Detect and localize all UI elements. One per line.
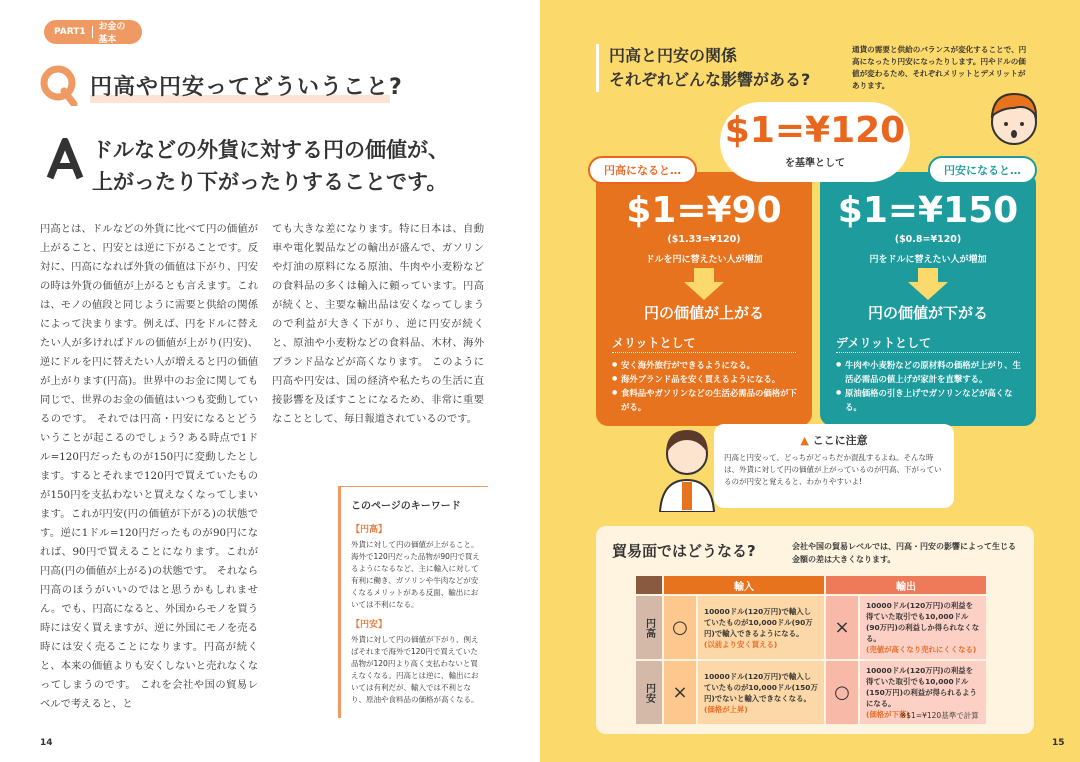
tab-separator bbox=[92, 26, 93, 38]
yen-high-demand: ドルを円に替えたい人が増加 bbox=[645, 255, 763, 265]
import-header: 輸入 bbox=[663, 575, 825, 595]
import-text: 10000ドル(120万円)で輸入していたものが10,000ドル(150万円)でないと輸入できなくなる。 bbox=[704, 671, 818, 703]
yen-high-pill: 円高になると… bbox=[588, 156, 697, 184]
yen-low-panel bbox=[820, 172, 1036, 426]
question-title: 円高や円安ってどういうこと? bbox=[90, 75, 403, 100]
export-tag: (価格が下落) bbox=[866, 710, 910, 719]
merit-list bbox=[612, 358, 802, 414]
yen-low-demand: 円をドルに替えたい人が増加 bbox=[869, 255, 987, 265]
demerit-item: ● 牛肉や小麦粉などの原材料の価格が上がり、生活必需品の値上げが家計を直撃する。 bbox=[836, 358, 1026, 386]
import-tag: (価格が上昇) bbox=[704, 704, 748, 714]
caution-title-text: ここに注意 bbox=[812, 434, 868, 447]
right-title bbox=[596, 44, 810, 92]
yen-low-value: 円の価値が下がる bbox=[867, 304, 988, 322]
down-arrow-icon bbox=[684, 268, 724, 300]
export-mark: × bbox=[825, 595, 859, 660]
yen-high-rate: $1=¥90 bbox=[626, 190, 782, 231]
import-cell bbox=[697, 595, 825, 660]
caution-title bbox=[724, 432, 944, 448]
trade-note: 会社や国の貿易レベルでは、円高・円安の影響によって生じる金額の差は大きくなります。 bbox=[792, 542, 1016, 564]
down-arrow-icon bbox=[908, 268, 948, 300]
answer-line-2: 上がったり下がったりすることです。 bbox=[92, 166, 449, 198]
export-cell bbox=[859, 595, 987, 660]
import-cell bbox=[697, 660, 825, 725]
demerit-list bbox=[836, 358, 1026, 414]
keyword-box bbox=[338, 486, 488, 718]
keyword-yen-low-text: 外貨に対して円の価値が下がり、例えばそれまで海外で120円で買えていた品物が120円より高く支払わないと買えなくなる。円高とは逆に、輸出においては有利だが、輸入では不利となり、原油や食料品の価格が高くなる。 bbox=[351, 635, 479, 704]
table-corner bbox=[635, 575, 663, 595]
yen-high-panel bbox=[596, 172, 812, 426]
boy-illustration-icon bbox=[984, 86, 1044, 152]
answer-title bbox=[92, 134, 449, 198]
import-mark: ○ bbox=[663, 595, 697, 660]
merit-item: ● 海外ブランド品を安く買えるようになる。 bbox=[612, 372, 802, 386]
right-title-line-2: それぞれどんな影響がある? bbox=[609, 70, 811, 89]
keyword-yen-high-text: 外貨に対して円の価値が上がること。海外で120円だった品物が90円で買えるようになるなど、主に輸入に対して有利に働き、ガソリンや牛肉などが安くなるメリットがある反面、輸出においては不利になる。 bbox=[351, 540, 480, 609]
keyword-yen-low-label: 【円安】 bbox=[351, 620, 388, 630]
export-text: 10000ドル(120万円)の利益を得ていた取引でも10,000ドル(90万円)の利益しか得られなくなる。 bbox=[866, 601, 980, 643]
yen-low-equivalent: ($0.8=¥120) bbox=[894, 234, 962, 245]
body-column-1: 円高とは、ドルなどの外貨に比べて円の価値が上がること、円安とは逆に下がることです。反対に、円高になれば外貨の価値は下がり、円安の時は外貨の価値が上がるとも言えます。これは、モノの値段と同じように需要と供給の関係によって決まります。例えば、円をドルに替えたい人が多ければドルの価値が上がり(円安)、逆にドルを円に替えたい人が増えると円の価値が上がります(円高)。世界中のお金に関しても同じで、世界のお金の価値はいつも変動しているのです。 それでは円高・円安になるとどういうことが起こるのでしょう? ある時点で1ドル=120円だったものが150円に変動したとします。するとそれまで120円で買えていたものが150円を支払わないと買えなくなってしまいます。これが円安(円の価値が下がる)の状態です。逆に1ドル=120円だったものが90円になれば、90円で買えることになります。これが円高(円の価値が上がる)の状態です。 それなら円高のほうがいいのではと思うかもしれません。でも、円高になると、外国からモノを買う時には安く買えますが、逆に外国にモノを売る時には安く売ることになります。円高が続くと、本来の価値よりも安くしないと売れなくなってしまうのです。 これを会社や国の貿易レベルで考えると、と bbox=[40, 223, 258, 710]
part-tab bbox=[44, 20, 142, 44]
base-rate: $1=¥120 bbox=[724, 110, 906, 151]
keyword-yen-high-label: 【円高】 bbox=[351, 525, 388, 535]
table-header-row bbox=[635, 575, 987, 595]
body-column-2: ても大きな差になります。特に日本は、自動車や電化製品などの輸出が盛んで、ガソリンや灯油の原料になる原油、牛肉や小麦粉などの食料品の多くは輸入に頼っています。円高が続くと、主要な輸出品は安くなってしまうので利益が大きく下がり、逆に円安が続くと、原油や小麦粉などの食料品、木材、海外ブランド品などが高くなります。 このように円高や円安は、国の経済や私たちの生活に直接影響を及ぼすことになるため、非常に重要なこととして、毎日報道されているのです。 bbox=[272, 223, 484, 425]
page-number-right: 15 bbox=[1052, 738, 1065, 748]
caution-text: 円高と円安って、どっちがどっちだか混乱するよね。そんな時は、外貨に対して円の価値が上がっているのが円高、下がっているのが円安と覚えると、わかりやすいよ! bbox=[724, 453, 942, 486]
demerit-divider bbox=[836, 352, 1020, 353]
section-label: お金の基本 bbox=[98, 22, 126, 45]
export-text: 10000ドル(120万円)の利益を得ていた取引でも10,000ドル(150万円)の利益が得られるようになる。 bbox=[866, 666, 977, 708]
merit-item: ● 安く海外旅行ができるようになる。 bbox=[612, 358, 802, 372]
row-label-yen-high: 円高 bbox=[635, 595, 663, 660]
right-title-line-1: 円高と円安の関係 bbox=[609, 46, 738, 65]
keyword-title: このページのキーワード bbox=[351, 501, 461, 512]
q-icon bbox=[40, 64, 78, 106]
import-text: 10000ドル(120万円)で輸入していたものが10,000ドル(90万円)で輸入できるようになる。 bbox=[704, 606, 813, 638]
answer-line-1: ドルなどの外貨に対する円の価値が、 bbox=[92, 134, 449, 166]
trade-title: 貿易面ではどうなる? bbox=[612, 542, 756, 560]
yen-high-value: 円の価値が上がる bbox=[643, 304, 764, 322]
page-number-left: 14 bbox=[40, 738, 53, 748]
export-mark: ○ bbox=[825, 660, 859, 725]
export-header: 輸出 bbox=[825, 575, 987, 595]
yen-high-equivalent: ($1.33=¥120) bbox=[667, 234, 741, 245]
merit-item: ● 食料品やガソリンなどの生活必需品の価格が下がる。 bbox=[612, 386, 802, 414]
import-mark: × bbox=[663, 660, 697, 725]
yen-low-pill: 円安になると… bbox=[928, 156, 1037, 184]
trade-table bbox=[634, 574, 988, 726]
merit-divider bbox=[612, 352, 796, 353]
trade-section bbox=[596, 526, 1034, 734]
export-tag: (売値が高くなり売れにくくなる) bbox=[866, 645, 977, 654]
warning-icon: ▲ bbox=[800, 434, 813, 447]
base-rate-cloud bbox=[722, 104, 908, 180]
row-label-yen-low: 円安 bbox=[635, 660, 663, 725]
base-rate-sub: を基準として bbox=[785, 158, 845, 169]
woman-thinking-icon bbox=[650, 420, 724, 512]
yen-low-rate: $1=¥150 bbox=[837, 190, 1019, 231]
import-tag: (以前より安く買える) bbox=[704, 639, 778, 649]
demerit-heading: デメリットとして bbox=[836, 336, 932, 350]
part-label: PART1 bbox=[54, 27, 86, 37]
footnote: ※$1=¥120基準で計算 bbox=[900, 711, 979, 720]
demerit-item: ● 原油価格の引き上げでガソリンなどが高くなる。 bbox=[836, 386, 1026, 414]
caution-box bbox=[714, 424, 954, 508]
merit-heading: メリットとして bbox=[612, 336, 696, 350]
right-note: 通貨の需要と供給のバランスが変化することで、円高になったり円安になったりします。円やドルの価値が変わるため、それぞれメリットとデメリットがあります。 bbox=[852, 45, 1027, 90]
table-row bbox=[635, 595, 987, 660]
a-icon bbox=[46, 138, 84, 180]
